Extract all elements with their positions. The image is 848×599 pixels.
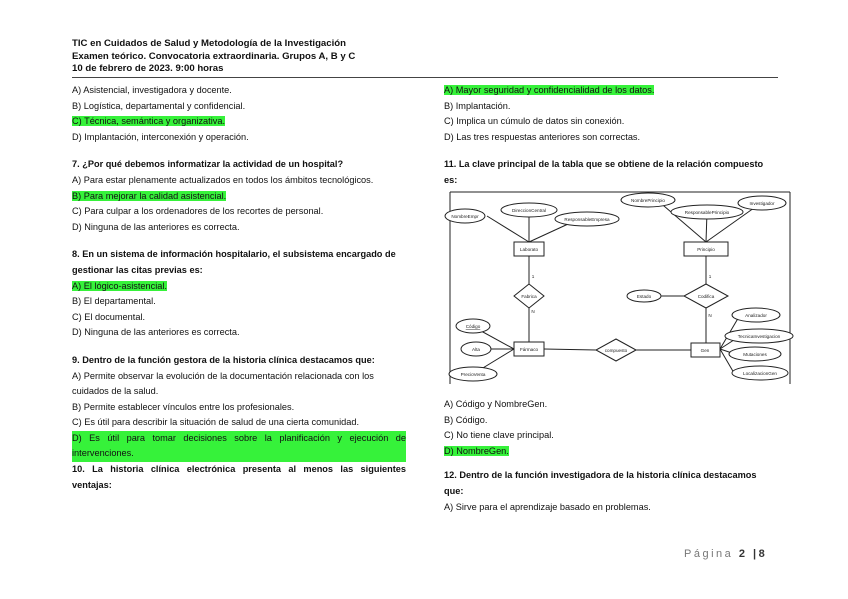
relation-codifica: Codifica [697,294,715,299]
attr-nombre-principio: NombrePrincipio [631,198,665,203]
q11-options [444,397,778,515]
q11-question-line1: 11. La clave principal de la tabla que se obtiene de la relación compuesto [444,159,764,170]
attr-tecnica-investigacion: TecnicaInvestigacion [737,334,781,339]
q12-option-a: A) Sirve para el aprendizaje basado en problemas. [444,501,651,512]
q11-question-line2: es: [444,174,458,185]
q7-option-b-answer: B) Para mejorar la calidad asistencial. [72,190,227,201]
q11-option-c: C) No tiene clave principal. [444,430,554,441]
q10-question-line2: ventajas: [72,479,112,490]
attr-alta: Alta [472,347,480,352]
q8-option-b: B) El departamental. [72,296,156,307]
er-diagram [444,186,794,391]
exam-header [72,38,778,76]
q12-question-line1: 12. Dentro de la función investigadora de la historia clínica destacamos [444,470,757,481]
cardinality-farmaco: N [531,309,535,314]
q10-option-c: C) Implica un cúmulo de datos sin conexión. [444,116,625,127]
q8-option-c: C) El documental. [72,311,146,322]
q8-option-d: D) Ninguna de las anteriores es correcta. [72,327,240,338]
q6-option-b: B) Logística, departamental y confidencial. [72,100,246,111]
cardinality-lab: 1 [531,274,535,279]
entity-laboratorio: Laborato [519,247,539,252]
attr-investigador: Investigador [749,201,775,206]
attr-codigo: Código [465,324,481,329]
page-word: Página [684,548,734,560]
header-exam-info: Examen teórico. Convocatoria extraordinaria. Grupos A, B y C [72,50,356,62]
page-separator: | [753,548,759,560]
attr-responsable-empresa: ResponsableEmpresa [564,217,610,222]
q7-question: 7. ¿Por qué debemos informatizar la actividad de un hospital? [72,159,344,170]
q9-option-a-line1: A) Permite observar la evolución de la documentación relacionada con los [72,370,374,381]
q6-option-c-answer: C) Técnica, semántica y organizativa. [72,116,226,127]
relation-compuesto: compuesto [604,348,628,353]
q9-option-a-line2: cuidados de la salud. [72,386,159,397]
q6-option-d: D) Implantación, interconexión y operación. [72,131,249,142]
attr-precio-venta: PrecioVenta [460,372,486,377]
entity-gen: Gen [700,348,710,353]
q9-question: 9. Dentro de la función gestora de la historia clínica destacamos que: [72,354,375,365]
attr-estado: Estado [636,294,652,299]
page-number: 2 [738,548,748,560]
q11-option-b: B) Código. [444,414,488,425]
left-column [72,83,406,493]
q11-option-a: A) Código y NombreGen. [444,399,548,409]
q9-option-d-line2: intervenciones. [72,448,134,459]
q10-option-b: B) Implantación. [444,100,511,111]
page-total: 8 [758,548,768,560]
q7-option-d: D) Ninguna de las anteriores es correcta. [72,221,240,232]
q7-option-c: C) Para culpar a los ordenadores de los recortes de personal. [72,206,324,217]
q9-option-c: C) Es útil para describir la situación de salud de una cierta comunidad. [72,417,360,428]
q7-option-a: A) Para estar plenamente actualizados en todos los ámbitos tecnológicos. [72,174,374,185]
q10-question-line1: 10. La historia clínica electrónica presenta al menos las siguientes [72,464,406,475]
header-course-title: TIC en Cuidados de Salud y Metodología de la Investigación [72,38,346,49]
q8-option-a-answer: A) El lógico-asistencial. [72,280,167,291]
attr-nombre-empresa: NombreEmpr [451,214,479,219]
q12-question-line2: que: [444,485,464,496]
attr-analizador: Analizador [745,313,767,318]
cardinality-gen: N [708,313,712,318]
q10-option-d: D) Las tres respuestas anteriores son correctas. [444,131,641,142]
q8-question-line2: gestionar las citas previas es: [72,264,203,275]
q10-option-a-answer: A) Mayor seguridad y confidencialidad de los datos. [444,85,655,95]
attr-responsable-principio: ResponsablePrincipio [684,210,730,215]
q9-option-d-line1: D) Es útil para tomar decisiones sobre la planificación y ejecución de [72,432,406,443]
q8-question-line1: 8. En un sistema de información hospitalario, el subsistema encargado de [72,249,396,260]
relation-fabrica: Fabrica [521,294,537,299]
page-footer [684,548,767,560]
attr-direccion-central: DireccionCentral [512,208,546,213]
entity-principio: Principio [697,247,715,252]
q9-option-b: B) Permite establecer vínculos entre los profesionales. [72,401,295,412]
q9-option-d-answer [72,431,406,462]
attr-mutaciones: Mutaciones [743,352,767,357]
attr-localizacion-gen: LocalizacionGen [743,371,777,376]
q11-option-d-answer: D) NombreGen. [444,445,509,456]
entity-farmaco: Fármaco [519,347,539,352]
q6-option-a: A) Asistencial, investigadora y docente. [72,85,232,95]
cardinality-principio: 1 [708,274,712,279]
right-column [444,83,778,189]
header-exam-date: 10 de febrero de 2023. 9:00 horas [72,63,224,75]
header-divider [72,77,778,78]
